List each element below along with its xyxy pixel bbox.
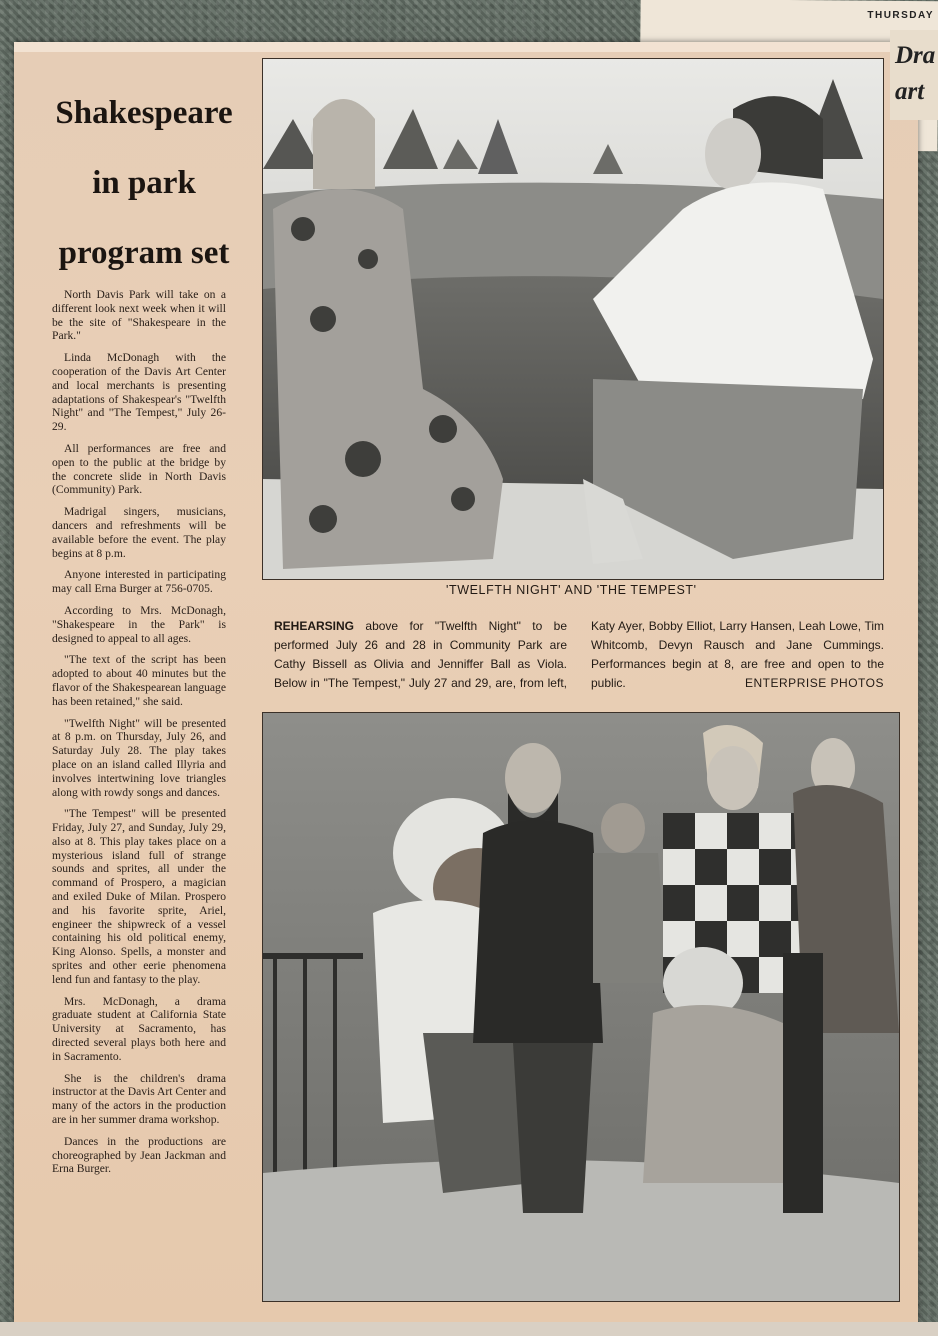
headline-line-1: Shakespeare — [55, 95, 233, 131]
article-paragraph: North Davis Park will take on a different look next week when it will be the site of "Shakespeare in the Park." — [52, 288, 226, 343]
tempest-photo — [262, 712, 900, 1302]
article-paragraph: Anyone interested in participating may call Erna Burger at 756-0705. — [52, 568, 226, 596]
page-header-day: THURSDAY — [867, 10, 934, 21]
article-headline — [28, 78, 260, 288]
article-paragraph: Linda McDonagh with the cooperation of the Davis Art Center and local merchants is presenting adaptations of Shakespear's "Twelfth Night" and "The Tempest," July 26-29. — [52, 351, 226, 434]
photo-caption — [274, 617, 884, 693]
side-headline-fragment-1: Dra — [895, 42, 936, 69]
article-paragraph: "Twelfth Night" will be presented at 8 p.m. on Thursday, July 26, and Saturday July 28. The play takes place on an island called Illyria and involves intertwining love triangles along with rowdy songs and dances. — [52, 716, 226, 799]
article-paragraph: Madrigal singers, musicians, dancers and refreshments will be available before the event. The play begins at 8 p.m. — [52, 505, 226, 560]
clipping-top-edge — [14, 42, 918, 52]
article-paragraph: All performances are free and open to the public at the bridge by the concrete slide in North Davis (Community) Park. — [52, 441, 226, 497]
article-body — [52, 288, 226, 1184]
headline-line-2: in park — [92, 165, 196, 201]
side-clipping-headline — [895, 38, 938, 110]
photo-credit: ENTERPRISE PHOTOS — [745, 676, 884, 690]
article-paragraph: Mrs. McDonagh, a drama graduate student at California State University at Sacramento, has directed several plays both here and in Sacramento. — [52, 994, 226, 1063]
article-paragraph: According to Mrs. McDonagh, "Shakespeare in the Park" is designed to appeal to all ages. — [52, 603, 226, 645]
caption-text: above for "Twelfth Night" to be performed July 26 and 28 in Community Park are Cathy Bissell as Olivia and Jenniffer Ball as Viola. Below in "The Tempest," July 27 and 29, are, from left, Katy Ayer, Bobby Elliot, Larry Hansen, Leah Lowe, Tim Whitcomb, Devyn Rausch and Jane Cummings. Performances begin at 8, are free and open to the public. — [274, 619, 884, 690]
twelfth-night-photo — [262, 58, 884, 580]
caption-lead: REHEARSING — [274, 619, 355, 633]
photo-banner: 'TWELFTH NIGHT' AND 'THE TEMPEST' — [446, 583, 697, 597]
article-paragraph: She is the children's drama instructor at the Davis Art Center and many of the actors in the production are in her summer drama workshop. — [52, 1071, 226, 1127]
article-paragraph: "The text of the script has been adopted to about 40 minutes but the flavor of the Shakespearean language has been retained," she said. — [52, 653, 226, 708]
side-headline-fragment-2: art — [895, 78, 925, 105]
headline-line-3: program set — [58, 235, 230, 271]
article-paragraph: Dances in the productions are choreographed by Jean Jackman and Erna Burger. — [52, 1134, 226, 1176]
article-paragraph: "The Tempest" will be presented Friday, July 27, and Sunday, July 29, also at 8. This play takes place on a mysterious island full of strange sounds and sprites, all under the command of Prospero, a magician and exiled Duke of Milan. Prospero and his favorite sprite, Ariel, engineer the shipwreck of a vessel containing his old political enemy, King Alonso. Spells, a monster and sprites and other eerie phenomena lend fun and fantasy to the play. — [52, 807, 226, 986]
background-page-strip — [0, 1322, 938, 1336]
